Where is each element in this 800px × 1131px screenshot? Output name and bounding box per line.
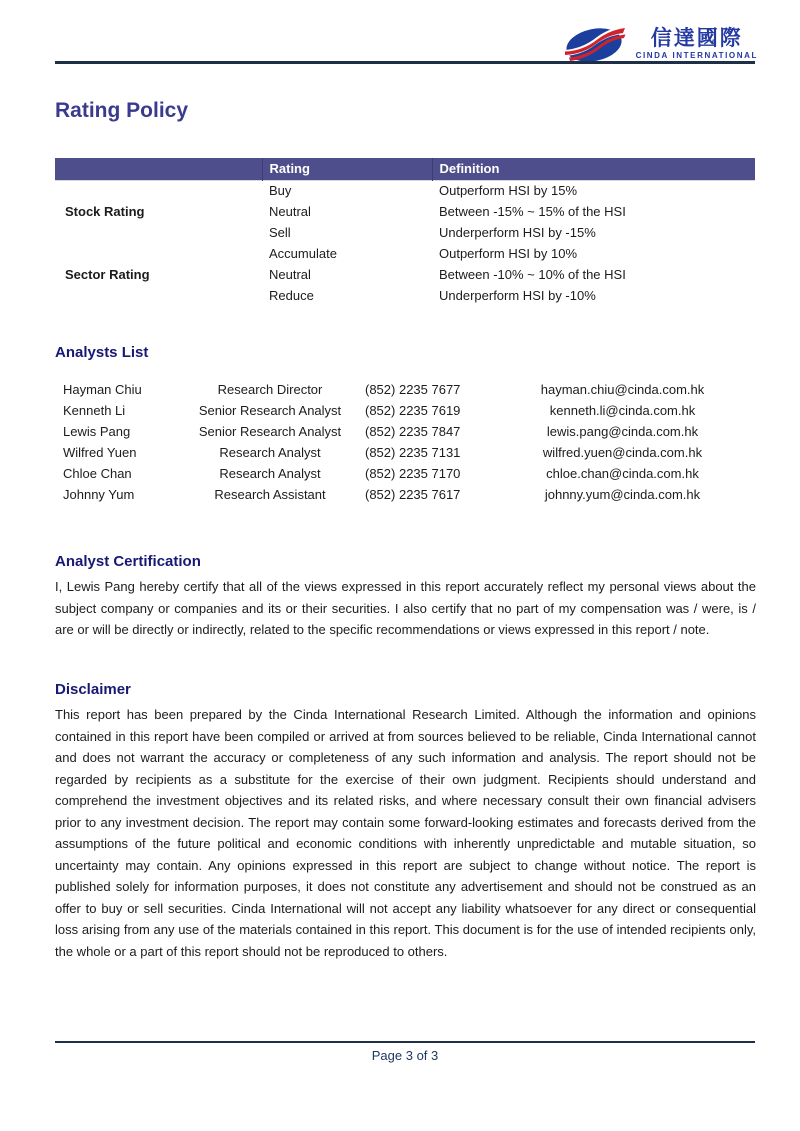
logo-english-name: CINDA INTERNATIONAL [635, 51, 758, 60]
analyst-title: Senior Research Analyst [198, 403, 342, 418]
analyst-title: Research Director [217, 382, 323, 397]
page-number: Page 3 of 3 [371, 1048, 439, 1063]
analyst-phone: (852) 2235 7170 [365, 466, 461, 481]
table-row [55, 243, 755, 264]
analyst-row [55, 484, 755, 505]
rating-category-sector: Sector Rating [55, 243, 262, 306]
analyst-email: johnny.yum@cinda.com.hk [544, 487, 701, 502]
analyst-email: wilfred.yuen@cinda.com.hk [542, 445, 703, 460]
analyst-certification-heading: Analyst Certification [55, 553, 201, 570]
analyst-title: Research Analyst [219, 466, 321, 481]
rating-table-header-rating: Rating [262, 158, 432, 180]
analyst-phone: (852) 2235 7617 [365, 487, 461, 502]
analyst-name: Wilfred Yuen [63, 445, 137, 460]
rating-policy-table [55, 158, 755, 306]
analyst-row [55, 379, 755, 400]
rating-table-header-category [55, 158, 262, 180]
analyst-email: hayman.chiu@cinda.com.hk [540, 382, 705, 397]
analyst-name: Hayman Chiu [63, 382, 142, 397]
analyst-name: Johnny Yum [63, 487, 135, 502]
analyst-phone: (852) 2235 7847 [365, 424, 461, 439]
rating-definition: Underperform HSI by -15% [432, 222, 755, 243]
rating-table-header-row [55, 158, 755, 180]
rating-value: Buy [262, 180, 432, 201]
analyst-title: Research Analyst [219, 445, 321, 460]
logo-chinese-name: 信達國際 [650, 27, 743, 50]
page-title: Rating Policy [55, 99, 189, 122]
company-logo [564, 24, 758, 64]
rating-value: Neutral [262, 201, 432, 222]
analyst-row [55, 421, 755, 442]
analysts-list-heading: Analysts List [55, 344, 149, 361]
rating-definition: Between -15% ~ 15% of the HSI [432, 201, 755, 222]
header-divider [55, 61, 755, 64]
analyst-email: lewis.pang@cinda.com.hk [546, 424, 699, 439]
analyst-email: chloe.chan@cinda.com.hk [546, 466, 699, 481]
analyst-row [55, 463, 755, 484]
analyst-name: Chloe Chan [63, 466, 132, 481]
cinda-logo-icon [564, 24, 628, 64]
rating-definition: Between -10% ~ 10% of the HSI [432, 264, 755, 285]
analyst-email: kenneth.li@cinda.com.hk [549, 403, 696, 418]
analyst-title: Research Assistant [214, 487, 326, 502]
rating-value: Reduce [262, 285, 432, 306]
analyst-phone: (852) 2235 7677 [365, 382, 461, 397]
disclaimer-text: This report has been prepared by the Cinda International Research Limited. Although the information and opinions contained in this report have been compiled or arrived at from sources believed to be reliable, Cinda International cannot and does not warrant the accuracy or completeness of any such information and analysis. The report should not be regarded by recipients as a substitute for the exercise of their own judgment. Recipients should understand and comprehend the investment objectives and its related risks, and where necessary consult their own financial advisers prior to any investment decision. The report may contain some forward-looking estimates and forecasts derived from the assumptions of the future political and economic conditions with inherently unpredictable and mutable situation, so uncertainty may contain. Any opinions expressed in this report are subject to change without notice. The report is published solely for information purposes, it does not constitute any advertisement and should not be construed as an offer to buy or sell securities. Cinda International will not accept any liability whatsoever for any direct or consequential loss arising from any use of the materials contained in this report. This document is for the use of intended recipients only, the whole or a part of this report should not be reproduced to others. [55, 707, 756, 959]
analyst-row [55, 442, 755, 463]
rating-table-header-definition: Definition [432, 158, 755, 180]
analyst-phone: (852) 2235 7131 [365, 445, 461, 460]
logo-wordmark [636, 28, 758, 60]
rating-category-stock: Stock Rating [55, 180, 262, 243]
footer-divider [55, 1041, 755, 1043]
rating-value: Accumulate [262, 243, 432, 264]
rating-definition: Outperform HSI by 15% [432, 180, 755, 201]
rating-definition: Outperform HSI by 10% [432, 243, 755, 264]
analyst-phone: (852) 2235 7619 [365, 403, 461, 418]
disclaimer-heading: Disclaimer [55, 681, 131, 698]
analyst-certification-section [55, 553, 756, 641]
rating-value: Sell [262, 222, 432, 243]
table-row [55, 180, 755, 201]
analyst-row [55, 400, 755, 421]
rating-value: Neutral [262, 264, 432, 285]
analyst-name: Kenneth Li [63, 403, 126, 418]
disclaimer-section [55, 681, 756, 962]
analyst-title: Senior Research Analyst [198, 424, 342, 439]
rating-definition: Underperform HSI by -10% [432, 285, 755, 306]
analysts-table [55, 379, 755, 505]
analyst-certification-text: I, Lewis Pang hereby certify that all of the views expressed in this report accurately reflect my personal views about the subject company or companies and its or their securities. I also certify that no part of my compensation was / were, is / are or will be directly or indirectly, related to the specific recommendations or views expressed in this report / note. [55, 579, 756, 637]
analyst-name: Lewis Pang [63, 424, 131, 439]
